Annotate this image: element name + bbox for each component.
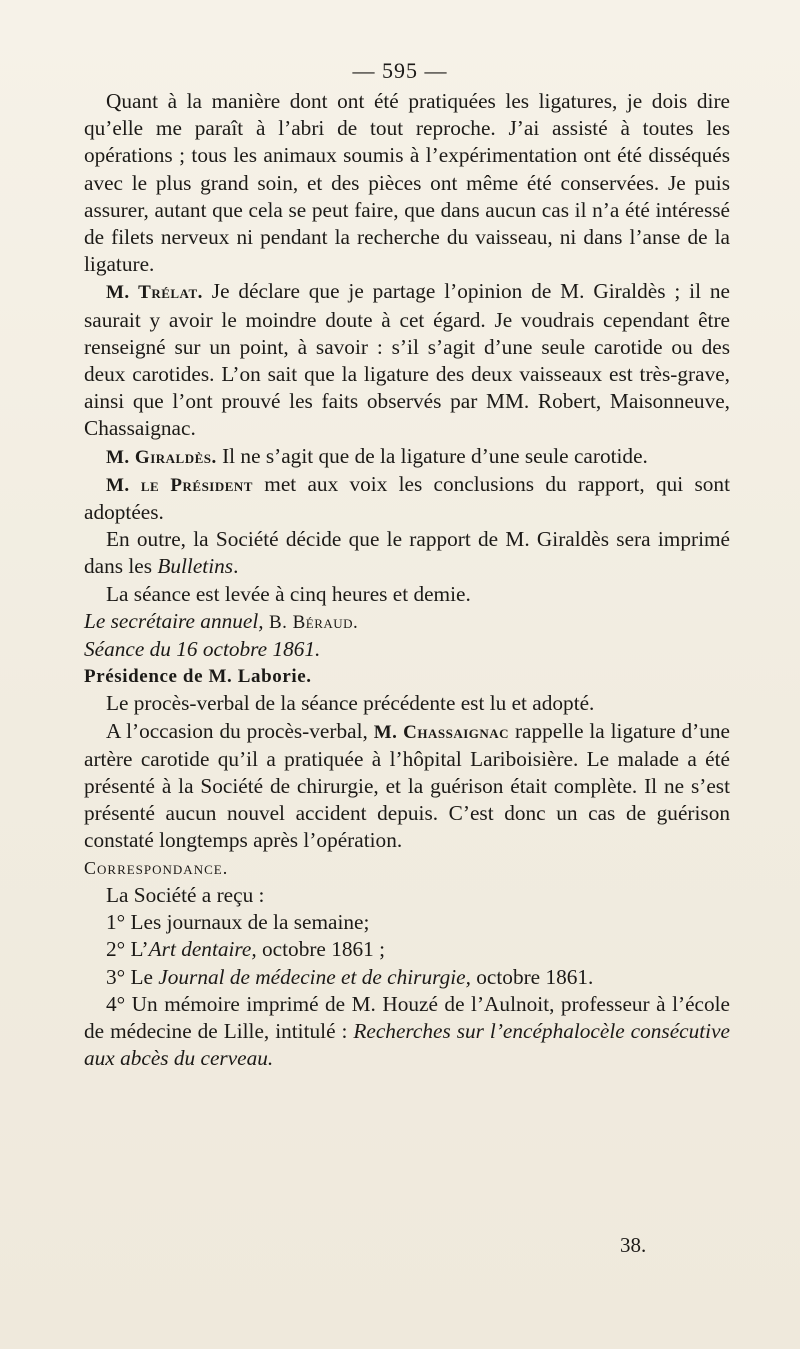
secretary-signature — [84, 608, 730, 636]
trelat-text: Je déclare que je partage l’opinion de M. Giraldès ; il ne saurait y avoir le moindre doute à cet égard. Je voudrais cependant être renseigné sur un point, à savoir : s’il s’agit d’une seule carotide ou des deux carotides. L’on sait que la ligature des deux vaisseaux est très-grave, ainsi que l’ont prouvé les faits observés par MM. Robert, Maisonneuve, Chassaignac. — [84, 279, 730, 441]
item-text: Un mémoire imprimé de M. Houzé de l’Aulnoit, professeur à l’école de médecine de Lille, intitulé : — [84, 991, 730, 1043]
bulletins-post: . — [233, 554, 239, 579]
giraldes-text: Il ne s’agit que de la ligature d’une seule carotide. — [222, 443, 648, 468]
president-text: met aux voix les conclusions du rapport, qui sont adoptées. — [84, 471, 730, 525]
speaker-giraldes: M. Giraldès. — [106, 446, 217, 468]
seance-heading: Séance du 16 octobre 1861. — [84, 637, 321, 662]
correspondance-heading: Correspondance. — [84, 857, 229, 878]
paragraph-levee: La séance est levée à cinq heures et demie. — [106, 581, 471, 606]
speaker-chassaignac: M. Chassaignac — [373, 721, 510, 743]
bulletins-pre: En outre, la Société décide que le rapport de M. Giraldès sera imprimé dans les — [84, 527, 730, 579]
item-post: octobre 1861. — [470, 964, 594, 989]
list-item — [84, 909, 730, 936]
paragraph-ligatures: Quant à la manière dont ont été pratiquées les ligatures, je dois dire qu’elle me paraît à l’abri de tout reproche. J’ai assisté à toutes les opérations ; tous les animaux soumis à l’expérimentation ont été disséqués avec le plus grand soin, et des pièces ont même été conservées. Je puis assurer, autant que cela se peut faire, que dans aucun cas il n’a été intéressé de filets nerveux ni pendant la recherche du vaisseau, ni dans l’anse de la ligature. — [84, 89, 730, 277]
paragraph-president — [84, 471, 730, 526]
presidence-heading: Présidence de M. Laborie. — [84, 666, 312, 688]
secretary-title: Le secrétaire annuel, — [84, 608, 264, 633]
paragraph-trelat — [84, 278, 730, 442]
list-item — [84, 936, 730, 963]
paragraph-proces-verbal: Le procès-verbal de la séance précédente est lu et adopté. — [106, 691, 595, 716]
body-text — [84, 88, 730, 1072]
item-number: 3° — [106, 964, 126, 989]
speaker-trelat: M. Trélat. — [106, 282, 203, 304]
item-italic: Recherches sur l’encéphalocèle consécutive aux abcès du cerveau. — [84, 1018, 730, 1071]
paragraph-bulletins — [84, 526, 730, 580]
item-number: 2° — [106, 937, 126, 962]
item-number: 1° — [106, 910, 126, 935]
item-italic: Journal de médecine et de chirurgie, — [158, 964, 471, 989]
signature-mark-text: 38. — [620, 1233, 647, 1257]
item-text: Les journaux de la semaine; — [130, 910, 370, 935]
item-text: L’ — [130, 937, 149, 962]
paragraph-giraldes — [84, 443, 730, 471]
chassaignac-pre: A l’occasion du procès-verbal, — [106, 718, 368, 743]
list-item — [84, 991, 730, 1073]
item-text: Le — [130, 964, 159, 989]
page-number: — 595 — — [352, 58, 448, 83]
speaker-president: M. le Président — [106, 474, 253, 496]
item-italic: Art dentaire, — [148, 937, 257, 962]
bulletins-italic: Bulletins — [157, 554, 234, 579]
item-number: 4° — [106, 991, 126, 1016]
list-item — [84, 964, 730, 991]
item-post: octobre 1861 ; — [256, 937, 386, 962]
paragraph-chassaignac — [84, 718, 730, 855]
chassaignac-text: rappelle la ligature d’une artère carotide qu’il a pratiquée à l’hôpital Lariboisière. Le malade a été présenté à la Société de chirurgie, et la guérison était complète. Il ne s’est présenté aucun nouvel accident depuis. C’est donc un cas de guérison constaté longtemps après l’opération. — [84, 718, 731, 853]
secretary-name: B. Béraud. — [268, 611, 359, 633]
correspondance-intro: La Société a reçu : — [106, 882, 265, 907]
